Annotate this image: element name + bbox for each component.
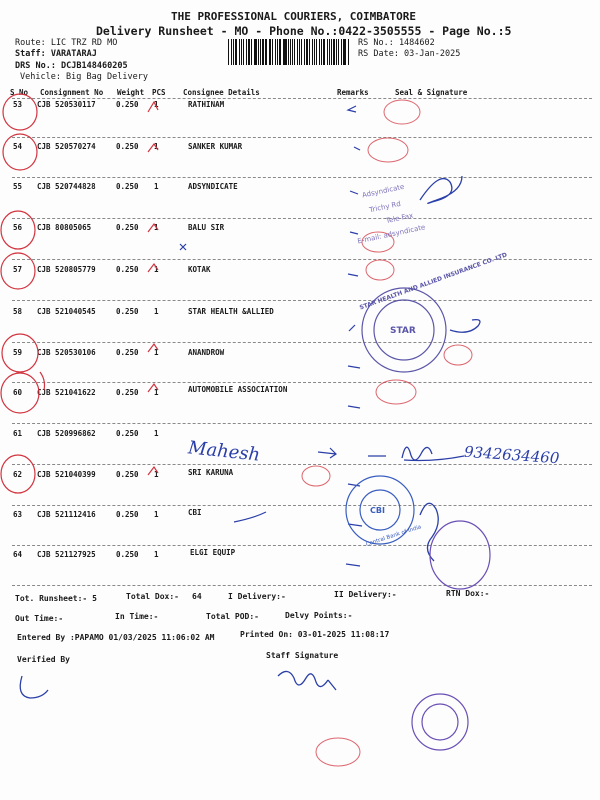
row-pcs: 1 <box>154 348 159 357</box>
row-pcs: 1 <box>154 142 159 151</box>
rs-date: RS Date: 03-Jan-2025 <box>358 49 461 59</box>
verified-by: Verified By <box>17 655 70 664</box>
pcs-tick-marks <box>148 102 186 475</box>
row-sno: 62 <box>13 470 23 479</box>
col-remarks: Remarks <box>337 88 369 97</box>
row-sno: 57 <box>13 265 23 274</box>
adsyndicate-stamp <box>348 180 426 245</box>
i-delivery: I Delivery:- <box>228 592 286 601</box>
total-dox-value: 64 <box>192 592 202 601</box>
col-consignment: Consignment No <box>40 88 104 97</box>
row-consignee: BALU SIR <box>188 223 225 232</box>
row-consignee: AUTOMOBILE ASSOCIATION <box>188 385 288 394</box>
row-consignment: CJB 521040399 <box>37 470 96 479</box>
delivery-points: Delvy Points:- <box>285 611 353 620</box>
row-consignee: KOTAK <box>188 265 211 274</box>
runsheet-subtitle: Delivery Runsheet - MO - Phone No.:0422-3505555 - Page No.:5 <box>96 24 512 38</box>
row-weight: 0.250 <box>116 182 139 191</box>
total-runsheet: Tot. Runsheet:- 5 <box>15 594 97 603</box>
row-weight: 0.250 <box>116 223 139 232</box>
vehicle: Vehicle: Big Bag Delivery <box>20 72 148 82</box>
drs-number: DRS No.: DCJB148460205 <box>15 61 128 71</box>
row-consignment: CJB 520530106 <box>37 348 96 357</box>
staff: Staff: VARATARAJ <box>15 49 97 59</box>
staff-stamp <box>412 694 468 750</box>
ii-delivery: II Delivery:- <box>334 590 397 599</box>
row-sno: 54 <box>13 142 23 151</box>
handwritten-phone: 9342634460 <box>463 442 560 468</box>
row-sno: 60 <box>13 388 23 397</box>
out-time: Out Time:- <box>15 614 64 623</box>
svg-text:Tele Fax: Tele Fax <box>385 211 414 226</box>
row-consignee: ADSYNDICATE <box>188 182 238 191</box>
row-consignee: SANKER KUMAR <box>188 142 243 151</box>
in-time: In Time:- <box>115 612 159 621</box>
row-sno: 53 <box>13 100 23 109</box>
row-consignee: RATHINAM <box>188 100 225 109</box>
row-consignee: STAR HEALTH &ALLIED <box>188 307 274 316</box>
row-consignee: ELGI EQUIP <box>190 548 236 557</box>
printed-on: Printed On: 03-01-2025 11:08:17 <box>240 630 390 639</box>
entered-by: Entered By :PAPAMO 01/03/2025 11:06:02 AM <box>17 633 215 642</box>
row-sno: 56 <box>13 223 23 232</box>
row-weight: 0.250 <box>116 470 139 479</box>
total-pod: Total POD:- <box>206 612 259 621</box>
remark-marks <box>234 106 386 566</box>
row-consignment: CJB 520570274 <box>37 142 96 151</box>
company-name: THE PROFESSIONAL COURIERS, COIMBATORE <box>171 10 417 23</box>
row-pcs: 1 <box>154 510 159 519</box>
row-pcs: 1 <box>154 265 159 274</box>
handwritten-name: Mahesh <box>187 437 262 466</box>
row-consignment: CJB 520805779 <box>37 265 96 274</box>
row-sno: 55 <box>13 182 23 191</box>
row-consignment: CJB 521112416 <box>37 510 96 519</box>
sno-circle-marks <box>1 94 45 493</box>
row-consignment: CJB 520996862 <box>37 429 96 438</box>
row-weight: 0.250 <box>116 142 139 151</box>
row-pcs: 1 <box>154 307 159 316</box>
row-pcs: 1 <box>154 182 159 191</box>
row-pcs: 1 <box>154 223 159 232</box>
row-consignment: CJB 521127925 <box>37 550 96 559</box>
row-pcs: 1 <box>154 429 159 438</box>
rs-number: RS No.: 1484602 <box>358 38 435 48</box>
row-sno: 61 <box>13 429 23 438</box>
row-pcs: 1 <box>154 470 159 479</box>
row-weight: 0.250 <box>116 388 139 397</box>
route: Route: LIC TRZ RD MO <box>15 38 118 48</box>
stamp-cbi-center: CBI <box>370 506 385 515</box>
row-sno: 58 <box>13 307 23 316</box>
signature-strokes <box>20 176 480 698</box>
row-consignment: CJB 520530117 <box>37 100 96 109</box>
row-consignee: CBI <box>188 508 202 517</box>
svg-text:Adsyndicate: Adsyndicate <box>361 182 405 200</box>
col-seal: Seal & Signature <box>395 88 468 97</box>
row-consignment: CJB 521041622 <box>37 388 96 397</box>
rtn-dox: RTN Dox:- <box>446 589 490 598</box>
stamp-cbi-ring: Central Bank of India <box>365 524 423 548</box>
staff-signature-label: Staff Signature <box>266 651 339 660</box>
stamp-star-center: STAR <box>390 326 416 336</box>
row-sno: 59 <box>13 348 23 357</box>
row-weight: 0.250 <box>116 265 139 274</box>
row-pcs: 1 <box>154 388 159 397</box>
row-consignee: SRI KARUNA <box>188 468 234 477</box>
row-weight: 0.250 <box>116 510 139 519</box>
total-dox-label: Total Dox:- <box>126 592 179 601</box>
row-sno: 64 <box>13 550 23 559</box>
row-pcs: 1 <box>154 550 159 559</box>
stamp-star-ring: STAR HEALTH AND ALLIED INSURANCE CO. LTD <box>358 251 509 312</box>
row-consignment: CJB 520744828 <box>37 182 96 191</box>
row-consignment: CJB 521040545 <box>37 307 96 316</box>
col-pcs: PCS <box>152 88 166 97</box>
row-weight: 0.250 <box>116 307 139 316</box>
row-weight: 0.250 <box>116 429 139 438</box>
row-weight: 0.250 <box>116 550 139 559</box>
col-sno: S No <box>10 88 29 97</box>
elgi-stamp <box>430 521 490 589</box>
svg-text:Trichy Rd: Trichy Rd <box>368 199 402 215</box>
row-consignment: CJB 80805065 <box>37 223 92 232</box>
row-consignee: ANANDROW <box>188 348 225 357</box>
col-weight: Weight <box>117 88 145 97</box>
row-sno: 63 <box>13 510 23 519</box>
col-consignee: Consignee Details <box>183 88 260 97</box>
red-initial-marks <box>302 100 472 766</box>
row-pcs: 1 <box>154 100 159 109</box>
row-weight: 0.250 <box>116 100 139 109</box>
row-weight: 0.250 <box>116 348 139 357</box>
svg-text:E-mail: adsyndicate: E-mail: adsyndicate <box>356 223 427 246</box>
